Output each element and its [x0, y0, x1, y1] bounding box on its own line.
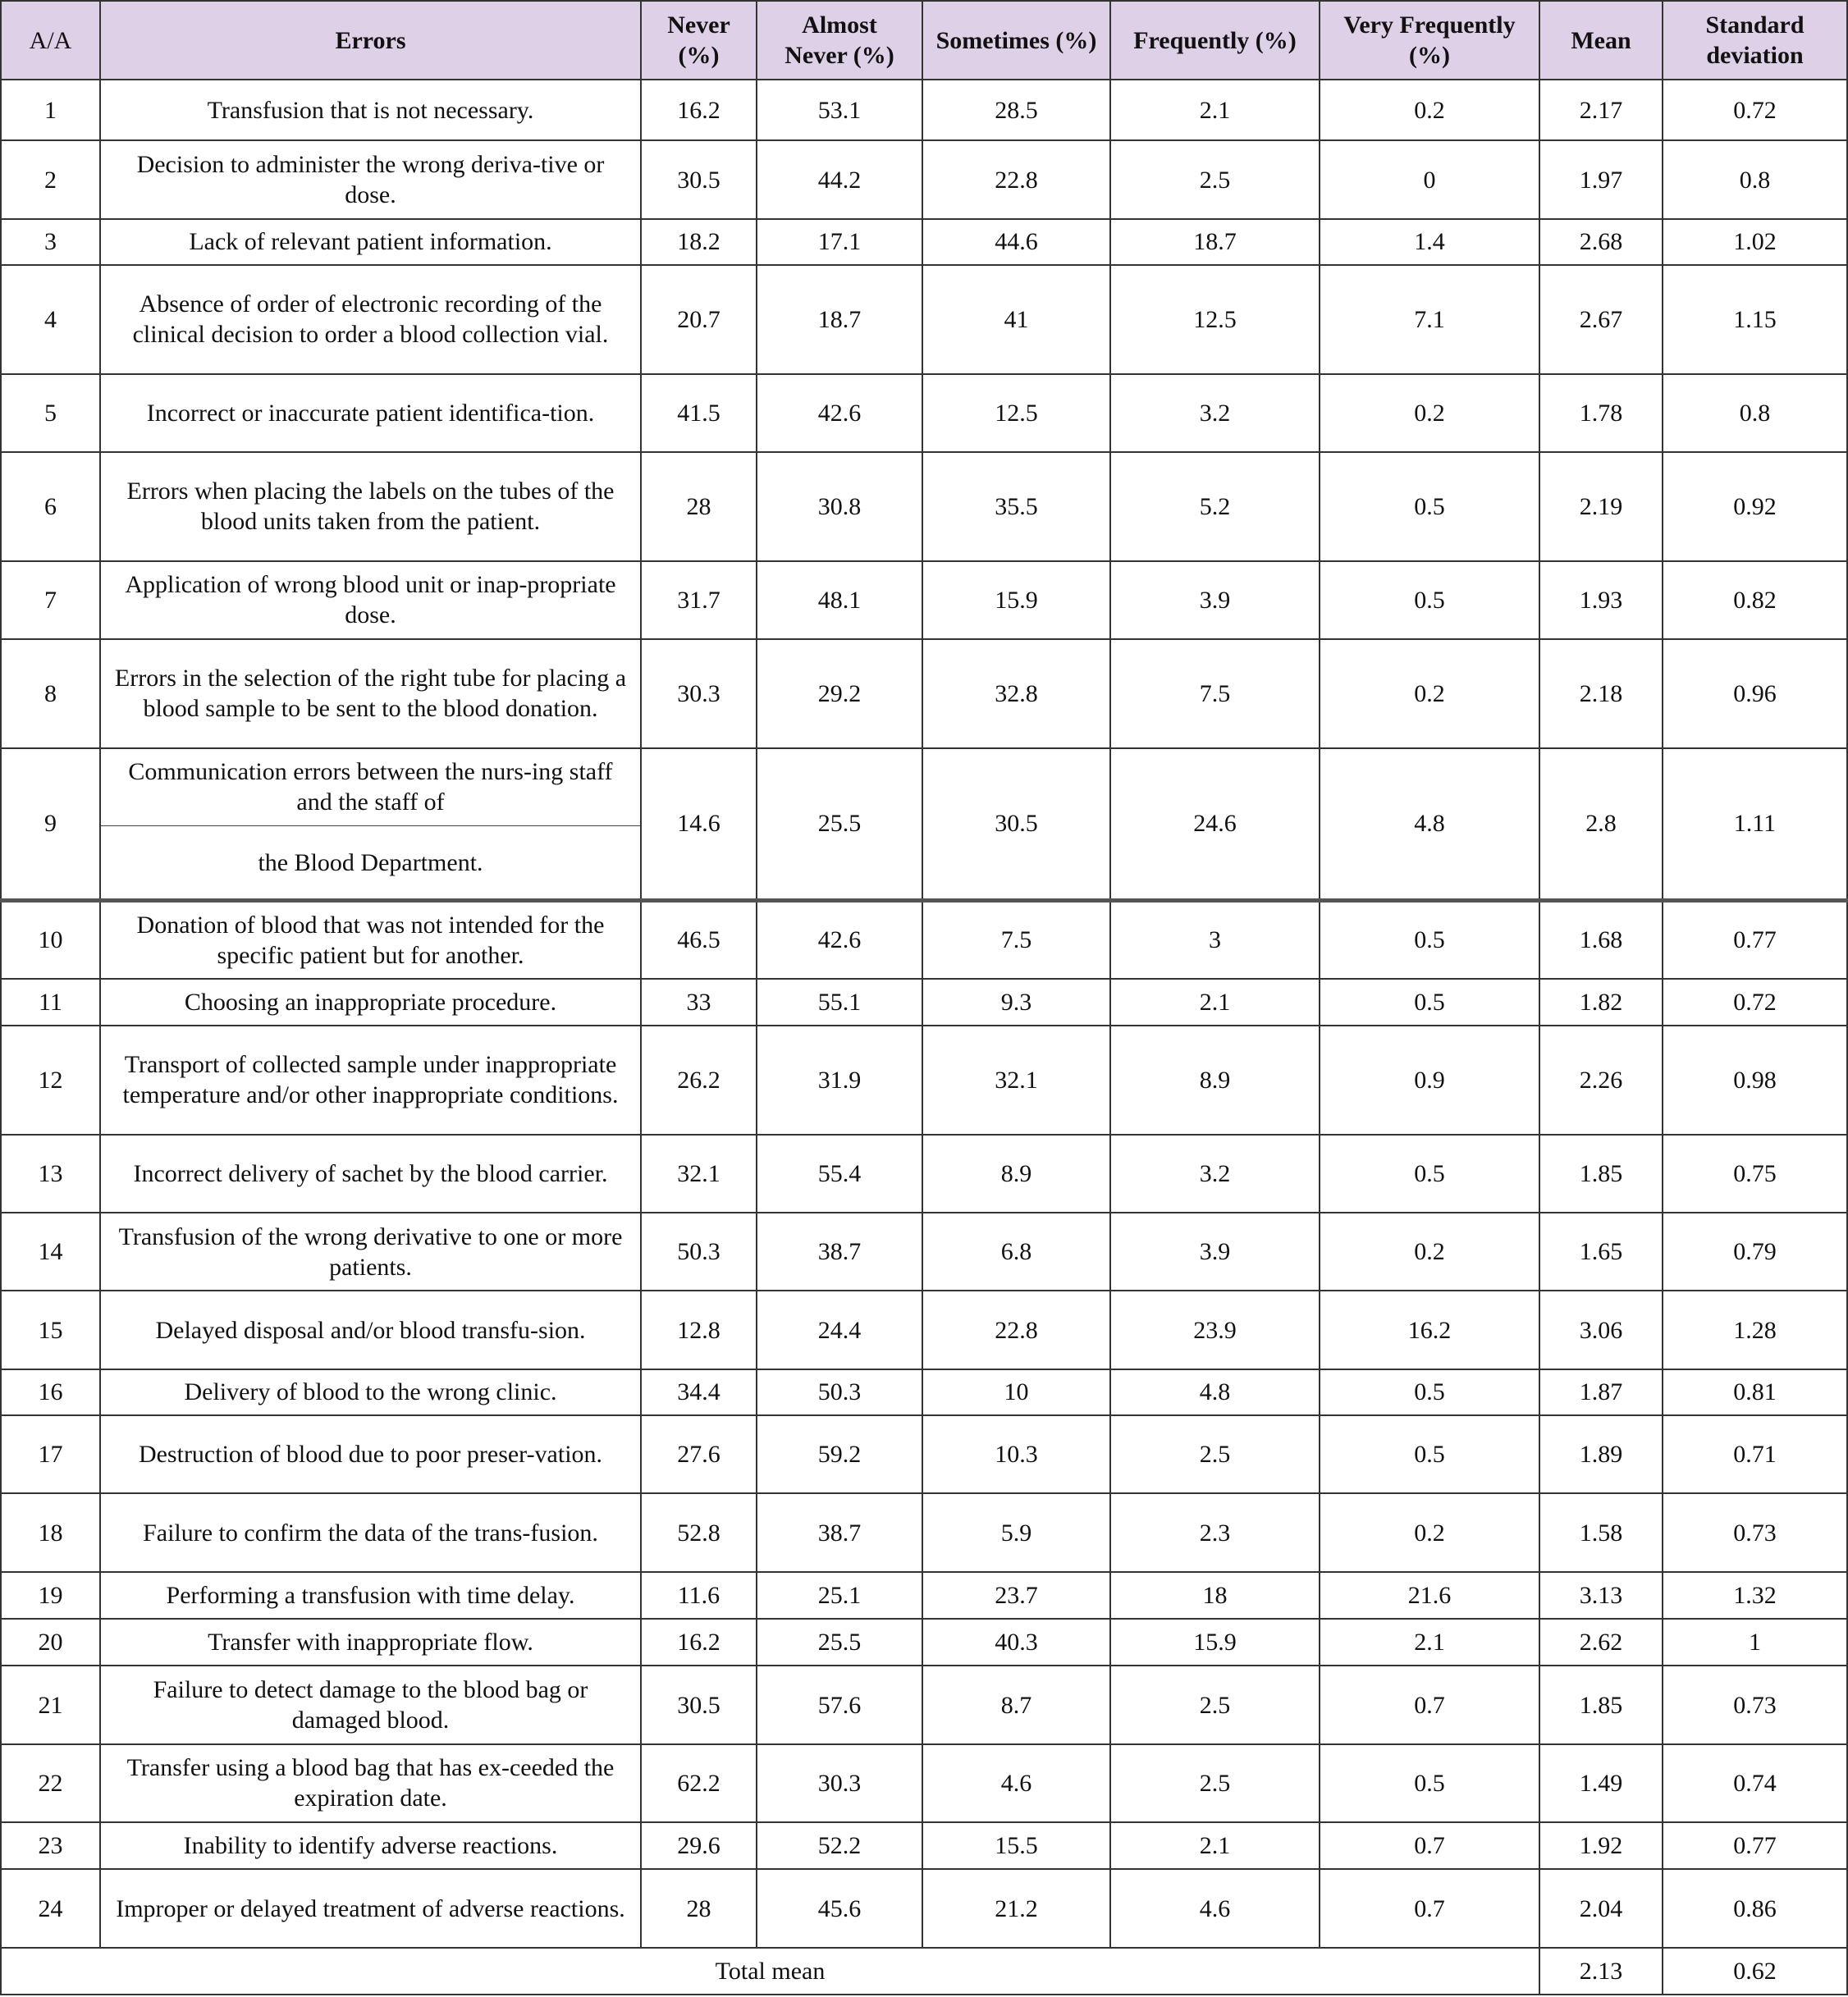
table-row	[1, 452, 1847, 561]
very-frequently-cell: 16.2	[1320, 1291, 1539, 1369]
mean-cell: 2.62	[1539, 1619, 1663, 1666]
sometimes-cell: 5.9	[922, 1493, 1110, 1571]
mean-cell: 1.65	[1539, 1213, 1663, 1291]
sometimes-cell: 44.6	[922, 219, 1110, 265]
mean-cell: 3.13	[1539, 1572, 1663, 1619]
sometimes-cell: 32.8	[922, 639, 1110, 748]
frequently-cell: 7.5	[1110, 639, 1320, 748]
error-cell: Destruction of blood due to poor preser-vation.	[100, 1415, 641, 1493]
table-body	[1, 80, 1847, 1948]
mean-cell: 1.97	[1539, 140, 1663, 218]
total-row	[1, 1948, 1847, 1995]
sd-cell: 0.96	[1663, 639, 1847, 748]
table-row	[1, 1135, 1847, 1213]
very-frequently-cell: 0.5	[1320, 979, 1539, 1026]
sometimes-cell: 4.6	[922, 1744, 1110, 1822]
very-frequently-cell: 0.7	[1320, 1666, 1539, 1743]
sd-cell: 1.32	[1663, 1572, 1847, 1619]
never-cell: 30.5	[641, 1666, 757, 1743]
error-cell: Transfer using a blood bag that has ex-ceeded the expiration date.	[100, 1744, 641, 1822]
very-frequently-cell: 0.2	[1320, 639, 1539, 748]
never-cell: 28	[641, 452, 757, 561]
never-cell: 33	[641, 979, 757, 1026]
sometimes-cell: 41	[922, 265, 1110, 374]
almost-never-cell: 38.7	[757, 1213, 922, 1291]
never-cell: 14.6	[641, 748, 757, 901]
almost-never-cell: 57.6	[757, 1666, 922, 1743]
almost-never-cell: 59.2	[757, 1415, 922, 1493]
error-cell: Errors when placing the labels on the tubes of the blood units taken from the patient.	[100, 452, 641, 561]
row-number: 20	[1, 1619, 100, 1666]
row-number: 17	[1, 1415, 100, 1493]
frequently-cell: 18	[1110, 1572, 1320, 1619]
very-frequently-cell: 0.5	[1320, 452, 1539, 561]
sometimes-cell: 23.7	[922, 1572, 1110, 1619]
row-number: 4	[1, 265, 100, 374]
frequently-cell: 2.1	[1110, 80, 1320, 140]
sometimes-cell: 30.5	[922, 748, 1110, 901]
row-number: 5	[1, 374, 100, 452]
row-number: 6	[1, 452, 100, 561]
frequently-cell: 3	[1110, 900, 1320, 978]
very-frequently-cell: 0.5	[1320, 1415, 1539, 1493]
sometimes-cell: 22.8	[922, 140, 1110, 218]
frequently-cell: 2.1	[1110, 979, 1320, 1026]
table-row	[1, 1291, 1847, 1369]
almost-never-cell: 55.4	[757, 1135, 922, 1213]
very-frequently-cell: 0.2	[1320, 374, 1539, 452]
mean-cell: 1.58	[1539, 1493, 1663, 1571]
sometimes-cell: 40.3	[922, 1619, 1110, 1666]
error-cell: Inability to identify adverse reactions.	[100, 1822, 641, 1869]
error-cell: Incorrect delivery of sachet by the blood carrier.	[100, 1135, 641, 1213]
very-frequently-cell: 0.7	[1320, 1822, 1539, 1869]
frequently-cell: 24.6	[1110, 748, 1320, 901]
frequently-cell: 2.5	[1110, 1415, 1320, 1493]
sd-cell: 0.82	[1663, 561, 1847, 639]
total-label: Total mean	[1, 1948, 1539, 1995]
never-cell: 46.5	[641, 900, 757, 978]
very-frequently-cell: 2.1	[1320, 1619, 1539, 1666]
header-never: Never (%)	[641, 1, 757, 80]
mean-cell: 2.04	[1539, 1869, 1663, 1948]
row-number: 8	[1, 639, 100, 748]
row-number: 9	[1, 748, 100, 901]
row-number: 15	[1, 1291, 100, 1369]
error-cell: Application of wrong blood unit or inap-propriate dose.	[100, 561, 641, 639]
table-row	[1, 1369, 1847, 1415]
sometimes-cell: 28.5	[922, 80, 1110, 140]
sd-cell: 0.77	[1663, 900, 1847, 978]
error-cell: Delayed disposal and/or blood transfu-sion.	[100, 1291, 641, 1369]
mean-cell: 1.78	[1539, 374, 1663, 452]
never-cell: 50.3	[641, 1213, 757, 1291]
frequently-cell: 2.5	[1110, 1666, 1320, 1743]
sd-cell: 0.8	[1663, 140, 1847, 218]
almost-never-cell: 30.8	[757, 452, 922, 561]
almost-never-cell: 38.7	[757, 1493, 922, 1571]
header-frequently: Frequently (%)	[1110, 1, 1320, 80]
never-cell: 28	[641, 1869, 757, 1948]
never-cell: 29.6	[641, 1822, 757, 1869]
almost-never-cell: 44.2	[757, 140, 922, 218]
error-cell: Transfusion of the wrong derivative to one or more patients.	[100, 1213, 641, 1291]
table-row	[1, 374, 1847, 452]
total-sd: 0.62	[1663, 1948, 1847, 1995]
very-frequently-cell: 0.2	[1320, 1493, 1539, 1571]
sometimes-cell: 6.8	[922, 1213, 1110, 1291]
very-frequently-cell: 7.1	[1320, 265, 1539, 374]
never-cell: 31.7	[641, 561, 757, 639]
frequently-cell: 3.2	[1110, 1135, 1320, 1213]
mean-cell: 2.68	[1539, 219, 1663, 265]
mean-cell: 2.8	[1539, 748, 1663, 901]
header-aa: A/A	[1, 1, 100, 80]
sd-cell: 0.98	[1663, 1026, 1847, 1135]
mean-cell: 2.19	[1539, 452, 1663, 561]
never-cell: 26.2	[641, 1026, 757, 1135]
almost-never-cell: 53.1	[757, 80, 922, 140]
table-row	[1, 561, 1847, 639]
sometimes-cell: 7.5	[922, 900, 1110, 978]
frequently-cell: 4.6	[1110, 1869, 1320, 1948]
frequently-cell: 2.5	[1110, 140, 1320, 218]
sometimes-cell: 15.9	[922, 561, 1110, 639]
frequently-cell: 2.5	[1110, 1744, 1320, 1822]
very-frequently-cell: 0	[1320, 140, 1539, 218]
mean-cell: 1.68	[1539, 900, 1663, 978]
mean-cell: 2.26	[1539, 1026, 1663, 1135]
never-cell: 41.5	[641, 374, 757, 452]
error-cell: Incorrect or inaccurate patient identifica-tion.	[100, 374, 641, 452]
error-cell: Communication errors between the nurs-ing staff and the staff of	[100, 748, 641, 826]
very-frequently-cell: 0.5	[1320, 1369, 1539, 1415]
mean-cell: 1.89	[1539, 1415, 1663, 1493]
very-frequently-cell: 0.2	[1320, 80, 1539, 140]
sometimes-cell: 9.3	[922, 979, 1110, 1026]
row-number: 2	[1, 140, 100, 218]
row-number: 19	[1, 1572, 100, 1619]
table-row	[1, 1869, 1847, 1948]
mean-cell: 2.17	[1539, 80, 1663, 140]
table-row	[1, 1213, 1847, 1291]
never-cell: 18.2	[641, 219, 757, 265]
error-cell: Donation of blood that was not intended for the specific patient but for another.	[100, 900, 641, 978]
frequently-cell: 3.9	[1110, 561, 1320, 639]
table-row	[1, 1572, 1847, 1619]
row-number: 24	[1, 1869, 100, 1948]
mean-cell: 2.18	[1539, 639, 1663, 748]
table-row	[1, 219, 1847, 265]
error-cell: Absence of order of electronic recording of the clinical decision to order a blood collection vial.	[100, 265, 641, 374]
row-number: 14	[1, 1213, 100, 1291]
table-row	[1, 979, 1847, 1026]
almost-never-cell: 42.6	[757, 900, 922, 978]
almost-never-cell: 42.6	[757, 374, 922, 452]
row-number: 1	[1, 80, 100, 140]
error-cell: Improper or delayed treatment of adverse reactions.	[100, 1869, 641, 1948]
table-row	[1, 900, 1847, 978]
almost-never-cell: 45.6	[757, 1869, 922, 1948]
mean-cell: 3.06	[1539, 1291, 1663, 1369]
sometimes-cell: 22.8	[922, 1291, 1110, 1369]
sometimes-cell: 21.2	[922, 1869, 1110, 1948]
sd-cell: 0.72	[1663, 979, 1847, 1026]
error-cell: Transport of collected sample under inappropriate temperature and/or other inappropriate conditions.	[100, 1026, 641, 1135]
header-very-frequently: Very Frequently (%)	[1320, 1, 1539, 80]
sd-cell: 0.86	[1663, 1869, 1847, 1948]
row-number: 11	[1, 979, 100, 1026]
table-row	[1, 1415, 1847, 1493]
sometimes-cell: 8.9	[922, 1135, 1110, 1213]
almost-never-cell: 17.1	[757, 219, 922, 265]
sometimes-cell: 35.5	[922, 452, 1110, 561]
total-mean: 2.13	[1539, 1948, 1663, 1995]
error-cell: Decision to administer the wrong deriva-tive or dose.	[100, 140, 641, 218]
row-number: 7	[1, 561, 100, 639]
error-cell: Transfusion that is not necessary.	[100, 80, 641, 140]
error-cell: Errors in the selection of the right tube for placing a blood sample to be sent to the blood donation.	[100, 639, 641, 748]
sd-cell: 0.71	[1663, 1415, 1847, 1493]
table-row	[1, 80, 1847, 140]
table-row	[1, 639, 1847, 748]
almost-never-cell: 18.7	[757, 265, 922, 374]
sd-cell: 0.77	[1663, 1822, 1847, 1869]
row-number: 21	[1, 1666, 100, 1743]
error-cell: Performing a transfusion with time delay.	[100, 1572, 641, 1619]
very-frequently-cell: 0.5	[1320, 1744, 1539, 1822]
almost-never-cell: 24.4	[757, 1291, 922, 1369]
sd-cell: 0.8	[1663, 374, 1847, 452]
never-cell: 12.8	[641, 1291, 757, 1369]
very-frequently-cell: 0.5	[1320, 561, 1539, 639]
sometimes-cell: 15.5	[922, 1822, 1110, 1869]
table-row	[1, 748, 1847, 826]
frequently-cell: 15.9	[1110, 1619, 1320, 1666]
frequently-cell: 3.2	[1110, 374, 1320, 452]
mean-cell: 1.93	[1539, 561, 1663, 639]
header-standard-deviation: Standard deviation	[1663, 1, 1847, 80]
frequently-cell: 18.7	[1110, 219, 1320, 265]
never-cell: 34.4	[641, 1369, 757, 1415]
sd-cell: 1.15	[1663, 265, 1847, 374]
sd-cell: 0.73	[1663, 1493, 1847, 1571]
frequently-cell: 3.9	[1110, 1213, 1320, 1291]
mean-cell: 1.49	[1539, 1744, 1663, 1822]
almost-never-cell: 30.3	[757, 1744, 922, 1822]
mean-cell: 1.92	[1539, 1822, 1663, 1869]
sometimes-cell: 8.7	[922, 1666, 1110, 1743]
row-number: 18	[1, 1493, 100, 1571]
table-row	[1, 1493, 1847, 1571]
header-sometimes: Sometimes (%)	[922, 1, 1110, 80]
never-cell: 11.6	[641, 1572, 757, 1619]
sd-cell: 0.73	[1663, 1666, 1847, 1743]
header-errors: Errors	[100, 1, 641, 80]
sd-cell: 0.81	[1663, 1369, 1847, 1415]
frequently-cell: 8.9	[1110, 1026, 1320, 1135]
sd-cell: 0.74	[1663, 1744, 1847, 1822]
mean-cell: 2.67	[1539, 265, 1663, 374]
sometimes-cell: 10	[922, 1369, 1110, 1415]
error-cell: Failure to confirm the data of the trans-fusion.	[100, 1493, 641, 1571]
very-frequently-cell: 21.6	[1320, 1572, 1539, 1619]
table-row	[1, 1744, 1847, 1822]
error-cell: Failure to detect damage to the blood bag or damaged blood.	[100, 1666, 641, 1743]
sd-cell: 1	[1663, 1619, 1847, 1666]
almost-never-cell: 50.3	[757, 1369, 922, 1415]
almost-never-cell: 29.2	[757, 639, 922, 748]
table-row	[1, 1026, 1847, 1135]
never-cell: 30.5	[641, 140, 757, 218]
frequently-cell: 2.1	[1110, 1822, 1320, 1869]
very-frequently-cell: 0.9	[1320, 1026, 1539, 1135]
error-cell: Choosing an inappropriate procedure.	[100, 979, 641, 1026]
row-number: 22	[1, 1744, 100, 1822]
never-cell: 52.8	[641, 1493, 757, 1571]
error-cell: Delivery of blood to the wrong clinic.	[100, 1369, 641, 1415]
mean-cell: 1.87	[1539, 1369, 1663, 1415]
frequently-cell: 4.8	[1110, 1369, 1320, 1415]
very-frequently-cell: 0.5	[1320, 900, 1539, 978]
almost-never-cell: 31.9	[757, 1026, 922, 1135]
never-cell: 20.7	[641, 265, 757, 374]
row-number: 16	[1, 1369, 100, 1415]
table-row	[1, 1666, 1847, 1743]
mean-cell: 1.82	[1539, 979, 1663, 1026]
almost-never-cell: 48.1	[757, 561, 922, 639]
row-number: 23	[1, 1822, 100, 1869]
mean-cell: 1.85	[1539, 1135, 1663, 1213]
sd-cell: 1.11	[1663, 748, 1847, 901]
frequently-cell: 12.5	[1110, 265, 1320, 374]
table-row	[1, 265, 1847, 374]
frequently-cell: 2.3	[1110, 1493, 1320, 1571]
error-cell-continuation: the Blood Department.	[100, 826, 641, 900]
frequently-cell: 5.2	[1110, 452, 1320, 561]
row-number: 10	[1, 900, 100, 978]
almost-never-cell: 55.1	[757, 979, 922, 1026]
very-frequently-cell: 4.8	[1320, 748, 1539, 901]
almost-never-cell: 25.5	[757, 748, 922, 901]
sd-cell: 1.28	[1663, 1291, 1847, 1369]
table-row	[1, 1822, 1847, 1869]
never-cell: 16.2	[641, 80, 757, 140]
never-cell: 62.2	[641, 1744, 757, 1822]
very-frequently-cell: 0.5	[1320, 1135, 1539, 1213]
row-number: 12	[1, 1026, 100, 1135]
mean-cell: 1.85	[1539, 1666, 1663, 1743]
never-cell: 16.2	[641, 1619, 757, 1666]
never-cell: 27.6	[641, 1415, 757, 1493]
sd-cell: 0.75	[1663, 1135, 1847, 1213]
error-cell: Transfer with inappropriate flow.	[100, 1619, 641, 1666]
sd-cell: 0.92	[1663, 452, 1847, 561]
sd-cell: 0.72	[1663, 80, 1847, 140]
almost-never-cell: 25.5	[757, 1619, 922, 1666]
table-row	[1, 1619, 1847, 1666]
header-mean: Mean	[1539, 1, 1663, 80]
sometimes-cell: 10.3	[922, 1415, 1110, 1493]
sometimes-cell: 32.1	[922, 1026, 1110, 1135]
row-number: 13	[1, 1135, 100, 1213]
never-cell: 32.1	[641, 1135, 757, 1213]
very-frequently-cell: 0.7	[1320, 1869, 1539, 1948]
sometimes-cell: 12.5	[922, 374, 1110, 452]
frequently-cell: 23.9	[1110, 1291, 1320, 1369]
header-almost-never: Almost Never (%)	[757, 1, 922, 80]
sd-cell: 1.02	[1663, 219, 1847, 265]
never-cell: 30.3	[641, 639, 757, 748]
row-number: 3	[1, 219, 100, 265]
almost-never-cell: 52.2	[757, 1822, 922, 1869]
table-row	[1, 140, 1847, 218]
very-frequently-cell: 1.4	[1320, 219, 1539, 265]
header-row	[1, 1, 1847, 80]
sd-cell: 0.79	[1663, 1213, 1847, 1291]
very-frequently-cell: 0.2	[1320, 1213, 1539, 1291]
error-cell: Lack of relevant patient information.	[100, 219, 641, 265]
almost-never-cell: 25.1	[757, 1572, 922, 1619]
